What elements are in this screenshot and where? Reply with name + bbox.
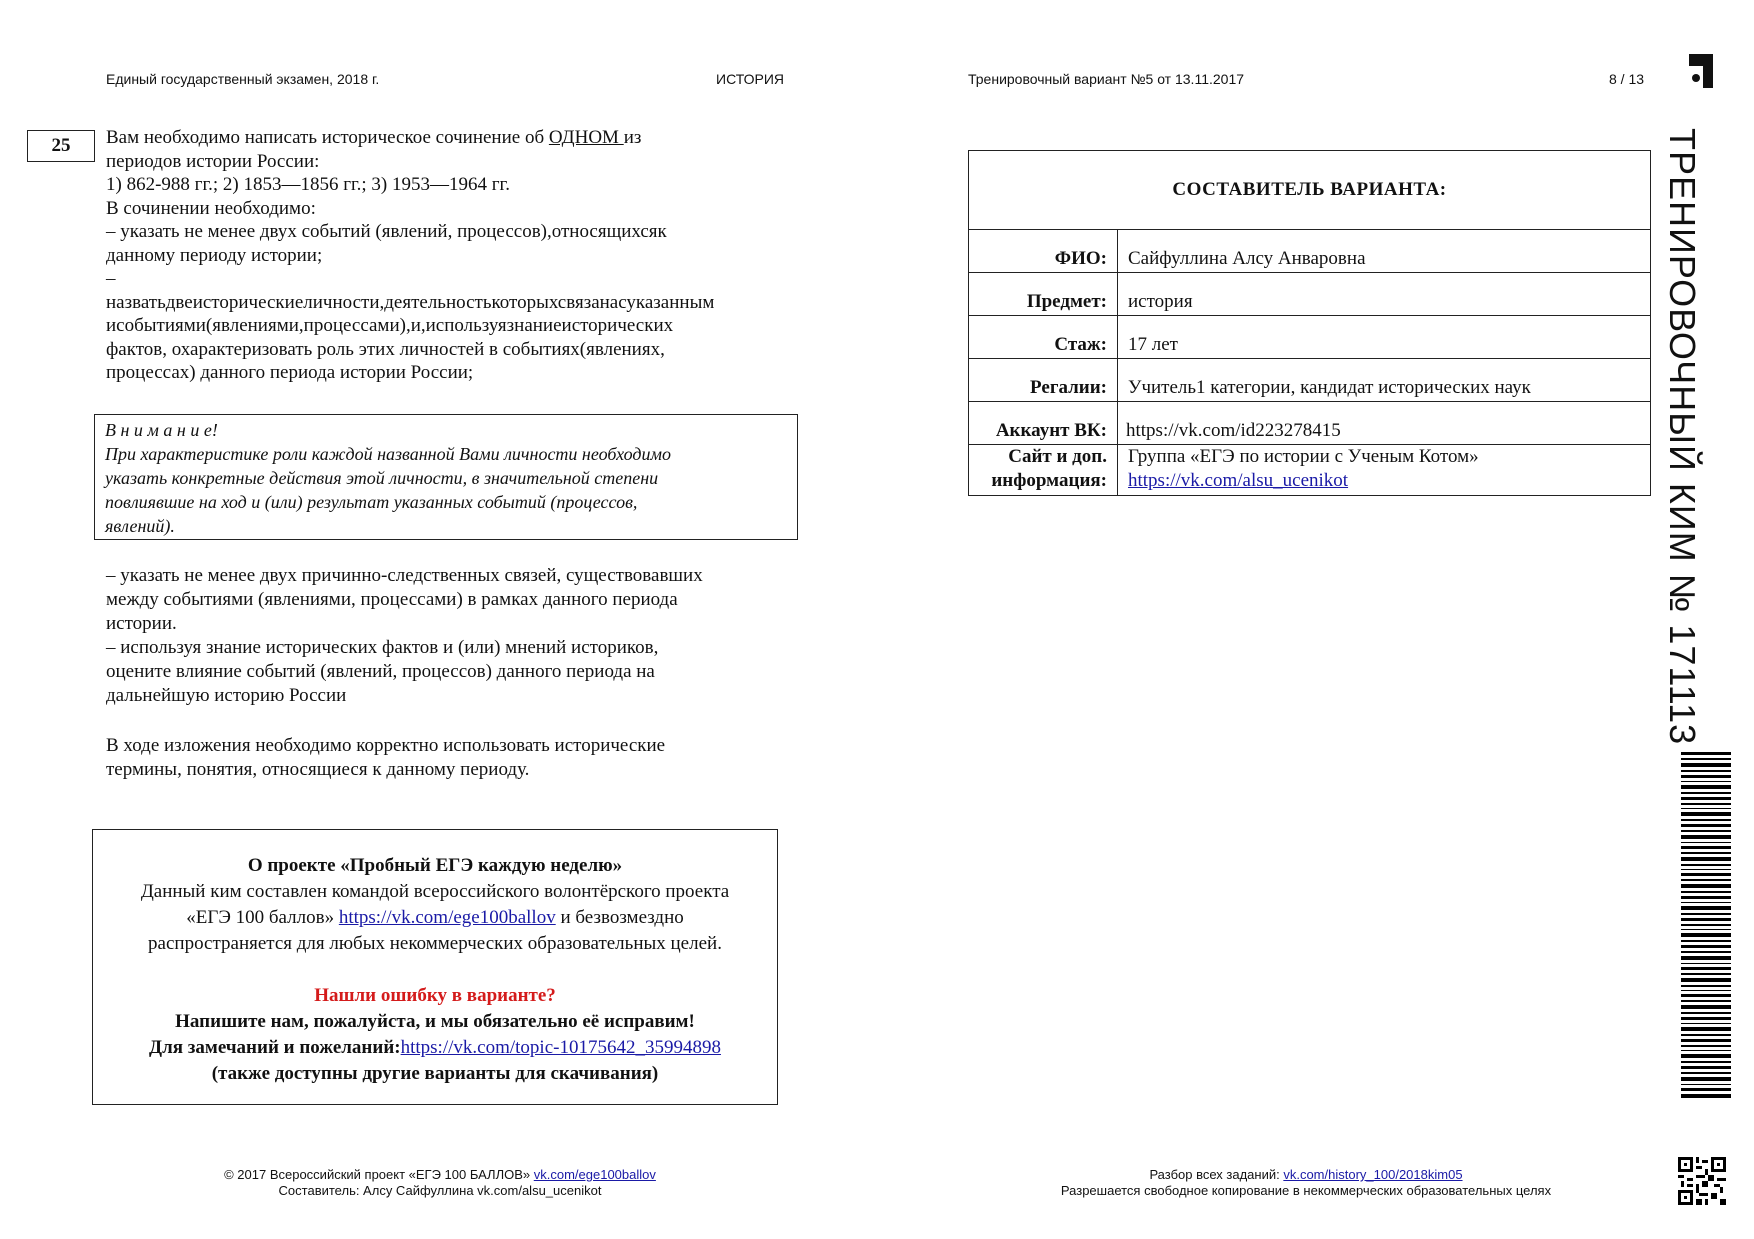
task-line: дальнейшую историю России [106, 685, 347, 706]
author-row-subject: Предмет: история [969, 273, 1651, 316]
task-line: назватьдвеисторическиеличности,деятельностькоторыхсвязанасуказанным [106, 291, 715, 313]
alsu-ucenikot-link[interactable]: https://vk.com/alsu_ucenikot [1128, 470, 1349, 491]
corner-marker [1689, 54, 1713, 88]
project-title: О проекте «Пробный ЕГЭ каждую неделю» [247, 855, 623, 876]
task-number: 25 [51, 135, 71, 156]
task-line: оцените влияние событий (явлений, процессов) данного периода на [106, 661, 655, 682]
footer-license: Разрешается свободное копирование в некоммерческих образовательных целях [1060, 1183, 1552, 1198]
task-line: данному периоду истории; [106, 244, 323, 266]
attention-line: При характеристике роли каждой названной Вами личности необходимо [105, 444, 671, 464]
project-description: распространяется для любых некоммерческих образовательных целей. [148, 933, 722, 954]
attention-line: указать конкретные действия этой личности, в значительной степени [105, 468, 659, 488]
remarks-link[interactable]: https://vk.com/topic-10175642_35994898 [400, 1037, 721, 1058]
author-row-regalia: Регалии: Учитель1 категории, кандидат исторических наук [969, 359, 1651, 402]
footer-left: © 2017 Всероссийский проект «ЕГЭ 100 БАЛЛОВ» vk.com/ege100ballov Составитель: Алсу Сайфуллина vk.com/alsu_ucenikot [140, 1167, 740, 1199]
project-box [92, 829, 778, 1105]
footer-history-link[interactable]: vk.com/history_100/2018kim05 [1283, 1167, 1463, 1182]
task-number-box [27, 130, 95, 162]
error-question: Нашли ошибку в варианте? [314, 985, 556, 1006]
task-line: исобытиями(явлениями,процессами),и,используязнаниеисторических [106, 315, 674, 336]
attention-title: В н и м а н и е! [105, 420, 218, 440]
also-available: (также доступны другие варианты для скачивания) [211, 1063, 659, 1084]
task-line: истории. [106, 613, 177, 634]
footer-author: Составитель: Алсу Сайфуллина vk.com/alsu_ucenikot [278, 1183, 602, 1198]
header-variant: Тренировочный вариант №5 от 13.11.2017 [968, 71, 1245, 87]
qr-code [1678, 1157, 1726, 1205]
barcode [1681, 752, 1731, 1098]
author-table-title: СОСТАВИТЕЛЬ ВАРИАНТА: [969, 151, 1651, 230]
footer-right: Разбор всех заданий: vk.com/history_100/2018kim05 Разрешается свободное копирование в некоммерческих образовательных целях [966, 1167, 1646, 1199]
task-line: В ходе изложения необходимо корректно использовать исторические [106, 735, 666, 756]
task-line: В сочинении необходимо: [106, 197, 316, 219]
remarks-line: Для замечаний и пожеланий:https://vk.com/topic-10175642_35994898 [149, 1037, 721, 1058]
author-row-vk: Аккаунт ВК: https://vk.com/id223278415 [969, 402, 1651, 445]
project-description: Данный ким составлен командой всероссийского волонтёрского проекта [140, 881, 730, 902]
header-subject: ИСТОРИЯ [716, 71, 785, 87]
author-row-experience: Стаж: 17 лет [969, 316, 1651, 359]
task-body [106, 126, 781, 385]
side-vertical-title: ТРЕНИРОВОЧНЫЙ КИМ № 171113 [1662, 128, 1703, 746]
site-group-name: Группа «ЕГЭ по истории с Ученым Котом» [1128, 446, 1479, 467]
task-line: термины, понятия, относящиеся к данному периоду. [106, 759, 530, 780]
task-line: между событиями (явлениями, процессами) в рамках данного периода [106, 589, 678, 610]
task-line: процессах) данного периода истории России; [106, 362, 474, 383]
project-line: «ЕГЭ 100 баллов» https://vk.com/ege100ballov и безвозмездно [186, 907, 684, 928]
attention-line: повлиявшие на ход и (или) результат указанных событий (процессов, [105, 492, 638, 512]
header-page-number: 8 / 13 [1609, 71, 1645, 87]
task-requirements [106, 564, 776, 708]
task-line: – [106, 268, 116, 289]
write-us: Напишите нам, пожалуйста, и мы обязательно её исправим! [175, 1011, 695, 1032]
attention-line: явлений). [105, 516, 175, 536]
task-terms-note [106, 734, 776, 782]
author-table [968, 150, 1651, 496]
task-line: фактов, охарактеризовать роль этих личностей в событиях(явлениях, [106, 338, 665, 360]
task-line: 1) 862-988 гг.; 2) 1853—1856 гг.; 3) 1953—1964 гг. [106, 174, 510, 195]
attention-box [94, 414, 798, 540]
task-line: периодов истории России: [106, 150, 320, 172]
task-intro: Вам необходимо написать историческое сочинение об ОДНОМ из [106, 127, 642, 148]
author-row-site: Сайт и доп. информация: Группа «ЕГЭ по истории с Ученым Котом» https://vk.com/alsu_ucenikot [969, 445, 1651, 496]
author-row-fio: ФИО: Сайфуллина Алсу Анваровна [969, 230, 1651, 273]
task-line: – используя знание исторических фактов и (или) мнений историков, [106, 637, 659, 658]
header-exam-title: Единый государственный экзамен, 2018 г. [106, 71, 380, 87]
task-line: – указать не менее двух событий (явлений, процессов),относящихсяк [106, 221, 667, 242]
footer-ege100ballov-link[interactable]: vk.com/ege100ballov [533, 1167, 656, 1182]
ege100ballov-link[interactable]: https://vk.com/ege100ballov [338, 907, 556, 928]
task-line: – указать не менее двух причинно-следственных связей, существовавших [106, 565, 703, 586]
